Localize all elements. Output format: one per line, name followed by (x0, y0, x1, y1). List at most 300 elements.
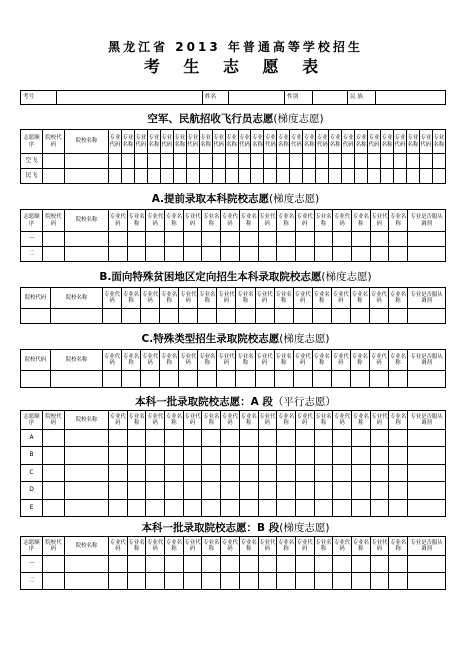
major-code-cell[interactable] (109, 447, 128, 464)
school-code-cell[interactable] (43, 499, 65, 516)
major-code-cell[interactable] (258, 247, 277, 262)
major-code-cell[interactable] (293, 371, 312, 388)
major-code-cell[interactable] (333, 430, 352, 447)
major-code-cell[interactable] (183, 499, 202, 516)
major-code-cell[interactable] (109, 464, 128, 481)
major-name-cell[interactable] (351, 232, 370, 247)
school-code-cell[interactable] (21, 309, 51, 324)
section-title-note: (梯度志愿) (321, 271, 372, 283)
major-code-cell[interactable] (255, 309, 274, 324)
major-code-cell[interactable] (369, 371, 388, 388)
major-code-cell[interactable] (146, 430, 165, 447)
school-code-cell[interactable] (43, 430, 65, 447)
major-code-cell[interactable] (183, 232, 202, 247)
major-name-cell[interactable] (165, 447, 184, 464)
major-name-cell[interactable] (160, 371, 179, 388)
major-name-cell[interactable] (127, 464, 146, 481)
major-code-cell[interactable] (331, 371, 350, 388)
major-code-cell[interactable] (103, 309, 122, 324)
major-name-cell[interactable] (355, 154, 368, 169)
major-name-cell[interactable] (351, 482, 370, 499)
major-code-cell[interactable] (370, 499, 389, 516)
major-name-cell[interactable] (121, 169, 134, 184)
major-name-cell[interactable] (127, 232, 146, 247)
major-name-cell[interactable] (202, 573, 221, 590)
major-name-cell[interactable] (239, 232, 258, 247)
major-name-cell[interactable] (277, 430, 296, 447)
major-code-cell[interactable] (370, 482, 389, 499)
obey-adjustment-cell[interactable] (408, 573, 446, 590)
gender-field[interactable] (313, 91, 348, 105)
major-code-cell[interactable] (183, 247, 202, 262)
major-code-cell[interactable] (419, 154, 432, 169)
school-code-cell[interactable] (43, 232, 65, 247)
header-major-code: 专业代码 (333, 411, 352, 430)
school-name-cell[interactable] (65, 430, 109, 447)
major-name-cell[interactable] (329, 169, 342, 184)
major-name-cell[interactable] (388, 371, 407, 388)
school-name-cell[interactable] (65, 573, 109, 590)
major-name-cell[interactable] (202, 247, 221, 262)
major-code-cell[interactable] (141, 309, 160, 324)
major-code-cell[interactable] (141, 371, 160, 388)
major-name-cell[interactable] (314, 232, 333, 247)
major-name-cell[interactable] (314, 573, 333, 590)
major-code-cell[interactable] (258, 573, 277, 590)
obey-adjustment-cell[interactable] (408, 447, 446, 464)
major-code-cell[interactable] (238, 169, 251, 184)
major-name-cell[interactable] (351, 447, 370, 464)
major-name-cell[interactable] (251, 169, 264, 184)
header-obey-adjustment: 专业是否服从调剂 (408, 350, 446, 371)
major-name-cell[interactable] (202, 430, 221, 447)
major-code-cell[interactable] (146, 499, 165, 516)
volunteer-table (20, 410, 446, 517)
school-name-cell[interactable] (65, 232, 109, 247)
major-code-cell[interactable] (258, 482, 277, 499)
major-code-cell[interactable] (295, 573, 314, 590)
header-major-name: 专业名称 (239, 411, 258, 430)
major-code-cell[interactable] (109, 430, 128, 447)
section-title (0, 191, 471, 206)
major-name-cell[interactable] (165, 464, 184, 481)
major-name-cell[interactable] (277, 169, 290, 184)
major-name-cell[interactable] (277, 232, 296, 247)
major-name-cell[interactable] (239, 447, 258, 464)
major-name-cell[interactable] (165, 482, 184, 499)
major-code-cell[interactable] (258, 232, 277, 247)
major-code-cell[interactable] (109, 573, 128, 590)
major-name-cell[interactable] (277, 573, 296, 590)
major-code-cell[interactable] (370, 556, 389, 573)
major-name-cell[interactable] (389, 247, 408, 262)
major-name-cell[interactable] (389, 573, 408, 590)
major-name-cell[interactable] (225, 154, 238, 169)
major-code-cell[interactable] (179, 309, 198, 324)
major-name-cell[interactable] (239, 499, 258, 516)
major-name-cell[interactable] (239, 247, 258, 262)
major-code-cell[interactable] (221, 556, 240, 573)
major-name-cell[interactable] (165, 499, 184, 516)
major-code-cell[interactable] (295, 482, 314, 499)
major-code-cell[interactable] (255, 371, 274, 388)
major-code-cell[interactable] (295, 247, 314, 262)
major-code-cell[interactable] (370, 447, 389, 464)
major-code-cell[interactable] (221, 247, 240, 262)
major-code-cell[interactable] (109, 154, 122, 169)
major-name-cell[interactable] (314, 482, 333, 499)
major-name-cell[interactable] (147, 154, 160, 169)
school-name-cell[interactable] (65, 482, 109, 499)
major-code-cell[interactable] (258, 447, 277, 464)
major-name-cell[interactable] (251, 154, 264, 169)
major-code-cell[interactable] (293, 309, 312, 324)
major-code-cell[interactable] (109, 232, 128, 247)
header-major-code: 专业代码 (369, 288, 388, 309)
row-order-label: E (21, 499, 43, 516)
major-code-cell[interactable] (221, 464, 240, 481)
major-name-cell[interactable] (202, 482, 221, 499)
major-code-cell[interactable] (264, 169, 277, 184)
major-code-cell[interactable] (333, 556, 352, 573)
obey-adjustment-cell[interactable] (408, 499, 446, 516)
header-obey-adjustment: 专业是否服从调剂 (408, 537, 446, 556)
major-name-cell[interactable] (236, 371, 255, 388)
major-code-cell[interactable] (295, 556, 314, 573)
major-name-cell[interactable] (199, 154, 212, 169)
school-name-cell[interactable] (65, 447, 109, 464)
major-name-cell[interactable] (165, 232, 184, 247)
major-code-cell[interactable] (146, 247, 165, 262)
major-code-cell[interactable] (221, 430, 240, 447)
major-code-cell[interactable] (290, 154, 303, 169)
major-name-cell[interactable] (165, 573, 184, 590)
school-code-cell[interactable] (43, 573, 65, 590)
major-code-cell[interactable] (419, 169, 432, 184)
major-code-cell[interactable] (368, 154, 381, 169)
header-major-code: 专业代码 (368, 130, 381, 154)
section-title-text: 本科一批录取院校志愿：B 段 (141, 522, 280, 534)
major-name-cell[interactable] (165, 430, 184, 447)
major-code-cell[interactable] (258, 464, 277, 481)
major-name-cell[interactable] (314, 247, 333, 262)
major-name-cell[interactable] (351, 247, 370, 262)
major-name-cell[interactable] (147, 169, 160, 184)
major-name-cell[interactable] (314, 499, 333, 516)
major-code-cell[interactable] (333, 232, 352, 247)
major-code-cell[interactable] (109, 169, 122, 184)
major-name-cell[interactable] (225, 169, 238, 184)
major-name-cell[interactable] (127, 247, 146, 262)
major-code-cell[interactable] (370, 232, 389, 247)
major-name-cell[interactable] (351, 464, 370, 481)
school-code-cell[interactable] (43, 247, 65, 262)
obey-adjustment-cell[interactable] (408, 430, 446, 447)
major-name-cell[interactable] (165, 247, 184, 262)
major-code-cell[interactable] (258, 499, 277, 516)
obey-adjustment-cell[interactable] (408, 232, 446, 247)
major-code-cell[interactable] (217, 371, 236, 388)
major-code-cell[interactable] (109, 247, 128, 262)
major-name-cell[interactable] (314, 447, 333, 464)
exam-number-field[interactable] (57, 91, 203, 105)
major-code-cell[interactable] (370, 430, 389, 447)
major-name-cell[interactable] (274, 309, 293, 324)
major-name-cell[interactable] (389, 482, 408, 499)
major-code-cell[interactable] (370, 573, 389, 590)
obey-adjustment-cell[interactable] (408, 247, 446, 262)
major-code-cell[interactable] (316, 154, 329, 169)
major-name-cell[interactable] (199, 169, 212, 184)
major-name-cell[interactable] (388, 309, 407, 324)
major-name-cell[interactable] (314, 464, 333, 481)
header-school-name: 院校名称 (51, 288, 103, 309)
school-code-cell[interactable] (43, 556, 65, 573)
school-name-cell[interactable] (65, 247, 109, 262)
major-code-cell[interactable] (221, 232, 240, 247)
major-code-cell[interactable] (183, 447, 202, 464)
major-name-cell[interactable] (239, 556, 258, 573)
major-code-cell[interactable] (109, 482, 128, 499)
major-code-cell[interactable] (160, 169, 173, 184)
major-code-cell[interactable] (221, 499, 240, 516)
major-name-cell[interactable] (202, 556, 221, 573)
header-major-name: 专业名称 (236, 288, 255, 309)
major-name-cell[interactable] (389, 447, 408, 464)
major-name-cell[interactable] (303, 154, 316, 169)
school-name-cell[interactable] (65, 154, 109, 169)
major-code-cell[interactable] (183, 482, 202, 499)
major-code-cell[interactable] (109, 556, 128, 573)
major-name-cell[interactable] (277, 464, 296, 481)
major-code-cell[interactable] (221, 573, 240, 590)
major-name-cell[interactable] (160, 309, 179, 324)
major-code-cell[interactable] (238, 154, 251, 169)
header-major-name: 专业名称 (389, 210, 408, 232)
major-code-cell[interactable] (333, 482, 352, 499)
major-code-cell[interactable] (370, 247, 389, 262)
major-name-cell[interactable] (173, 169, 186, 184)
major-name-cell[interactable] (389, 556, 408, 573)
major-code-cell[interactable] (295, 499, 314, 516)
major-code-cell[interactable] (258, 556, 277, 573)
header-major-name: 专业名称 (122, 350, 141, 371)
major-code-cell[interactable] (333, 573, 352, 590)
major-name-cell[interactable] (406, 154, 419, 169)
school-code-cell[interactable] (21, 371, 51, 388)
school-code-cell[interactable] (43, 447, 65, 464)
major-name-cell[interactable] (121, 154, 134, 169)
major-name-cell[interactable] (236, 309, 255, 324)
header-major-name: 专业名称 (121, 130, 134, 154)
major-name-cell[interactable] (202, 499, 221, 516)
major-name-cell[interactable] (202, 464, 221, 481)
major-name-cell[interactable] (389, 430, 408, 447)
major-code-cell[interactable] (146, 464, 165, 481)
major-name-cell[interactable] (173, 154, 186, 169)
row-order-label: 二 (21, 247, 43, 262)
major-code-cell[interactable] (146, 447, 165, 464)
major-name-cell[interactable] (127, 556, 146, 573)
school-name-cell[interactable] (65, 499, 109, 516)
school-name-cell[interactable] (65, 464, 109, 481)
major-code-cell[interactable] (295, 464, 314, 481)
major-code-cell[interactable] (333, 247, 352, 262)
major-code-cell[interactable] (160, 154, 173, 169)
major-name-cell[interactable] (239, 430, 258, 447)
header-major-name: 专业名称 (147, 130, 160, 154)
major-name-cell[interactable] (381, 169, 394, 184)
major-name-cell[interactable] (314, 430, 333, 447)
major-name-cell[interactable] (351, 573, 370, 590)
major-code-cell[interactable] (393, 154, 406, 169)
obey-adjustment-cell[interactable] (408, 556, 446, 573)
major-name-cell[interactable] (127, 430, 146, 447)
row-order-label: A (21, 430, 43, 447)
major-code-cell[interactable] (134, 154, 147, 169)
major-code-cell[interactable] (183, 556, 202, 573)
major-code-cell[interactable] (342, 154, 355, 169)
major-name-cell[interactable] (351, 556, 370, 573)
school-code-cell[interactable] (43, 464, 65, 481)
major-code-cell[interactable] (183, 573, 202, 590)
major-name-cell[interactable] (122, 309, 141, 324)
major-name-cell[interactable] (122, 371, 141, 388)
major-code-cell[interactable] (333, 464, 352, 481)
major-name-cell[interactable] (277, 247, 296, 262)
obey-adjustment-cell[interactable] (408, 464, 446, 481)
major-code-cell[interactable] (186, 154, 199, 169)
header-major-code: 专业代码 (146, 411, 165, 430)
major-code-cell[interactable] (134, 169, 147, 184)
header-major-code: 专业代码 (183, 411, 202, 430)
major-code-cell[interactable] (212, 169, 225, 184)
major-name-cell[interactable] (312, 309, 331, 324)
major-code-cell[interactable] (146, 232, 165, 247)
major-name-cell[interactable] (406, 169, 419, 184)
major-code-cell[interactable] (221, 482, 240, 499)
major-name-cell[interactable] (314, 556, 333, 573)
major-name-cell[interactable] (277, 154, 290, 169)
major-name-cell[interactable] (389, 499, 408, 516)
major-name-cell[interactable] (351, 430, 370, 447)
major-name-cell[interactable] (239, 464, 258, 481)
major-name-cell[interactable] (239, 573, 258, 590)
major-name-cell[interactable] (329, 154, 342, 169)
header-school-code: 院校代码 (43, 411, 65, 430)
header-major-code: 专业代码 (217, 350, 236, 371)
major-name-cell[interactable] (198, 371, 217, 388)
major-code-cell[interactable] (342, 169, 355, 184)
header-major-code: 专业代码 (134, 130, 147, 154)
major-name-cell[interactable] (312, 371, 331, 388)
school-code-cell[interactable] (43, 154, 65, 169)
major-name-cell[interactable] (350, 309, 369, 324)
major-code-cell[interactable] (290, 169, 303, 184)
school-name-cell[interactable] (65, 556, 109, 573)
major-code-cell[interactable] (109, 499, 128, 516)
major-code-cell[interactable] (368, 169, 381, 184)
major-name-cell[interactable] (351, 499, 370, 516)
major-name-cell[interactable] (277, 482, 296, 499)
school-code-cell[interactable] (43, 482, 65, 499)
major-code-cell[interactable] (316, 169, 329, 184)
major-code-cell[interactable] (370, 464, 389, 481)
major-name-cell[interactable] (432, 169, 445, 184)
major-name-cell[interactable] (381, 154, 394, 169)
major-code-cell[interactable] (183, 464, 202, 481)
major-name-cell[interactable] (127, 499, 146, 516)
major-name-cell[interactable] (277, 447, 296, 464)
header-major-name: 专业名称 (277, 537, 296, 556)
ethnicity-field[interactable] (376, 91, 446, 105)
major-code-cell[interactable] (393, 169, 406, 184)
major-name-cell[interactable] (127, 573, 146, 590)
major-code-cell[interactable] (146, 573, 165, 590)
major-name-cell[interactable] (202, 447, 221, 464)
header-major-code: 专业代码 (258, 210, 277, 232)
candidate-info-table (20, 90, 446, 105)
major-name-cell[interactable] (274, 371, 293, 388)
major-name-cell[interactable] (389, 232, 408, 247)
major-code-cell[interactable] (331, 309, 350, 324)
major-code-cell[interactable] (333, 447, 352, 464)
major-code-cell[interactable] (179, 371, 198, 388)
header-major-name: 专业名称 (355, 130, 368, 154)
header-major-code: 专业代码 (342, 130, 355, 154)
major-code-cell[interactable] (146, 482, 165, 499)
major-name-cell[interactable] (127, 482, 146, 499)
major-code-cell[interactable] (212, 154, 225, 169)
major-code-cell[interactable] (186, 169, 199, 184)
major-code-cell[interactable] (221, 447, 240, 464)
obey-adjustment-cell[interactable] (408, 482, 446, 499)
major-name-cell[interactable] (303, 169, 316, 184)
major-code-cell[interactable] (146, 556, 165, 573)
major-code-cell[interactable] (295, 430, 314, 447)
school-name-cell[interactable] (51, 371, 103, 388)
major-code-cell[interactable] (369, 309, 388, 324)
major-name-cell[interactable] (355, 169, 368, 184)
major-name-cell[interactable] (127, 447, 146, 464)
major-code-cell[interactable] (103, 371, 122, 388)
major-code-cell[interactable] (183, 430, 202, 447)
major-code-cell[interactable] (264, 154, 277, 169)
header-major-code: 专业代码 (146, 210, 165, 232)
major-code-cell[interactable] (333, 499, 352, 516)
major-name-cell[interactable] (202, 232, 221, 247)
major-name-cell[interactable] (239, 482, 258, 499)
major-name-cell[interactable] (277, 499, 296, 516)
school-name-cell[interactable] (65, 169, 109, 184)
school-code-cell[interactable] (43, 169, 65, 184)
major-code-cell[interactable] (295, 447, 314, 464)
major-code-cell[interactable] (217, 309, 236, 324)
major-name-cell[interactable] (350, 371, 369, 388)
major-code-cell[interactable] (295, 232, 314, 247)
obey-adjustment-cell[interactable] (408, 309, 446, 324)
section-title-text: A.提前录取本科院校志愿 (151, 193, 270, 205)
major-name-cell[interactable] (165, 556, 184, 573)
major-name-cell[interactable] (432, 154, 445, 169)
obey-adjustment-cell[interactable] (408, 371, 446, 388)
name-field[interactable] (229, 91, 285, 105)
major-code-cell[interactable] (258, 430, 277, 447)
major-name-cell[interactable] (277, 556, 296, 573)
school-name-cell[interactable] (51, 309, 103, 324)
major-name-cell[interactable] (389, 464, 408, 481)
major-name-cell[interactable] (198, 309, 217, 324)
